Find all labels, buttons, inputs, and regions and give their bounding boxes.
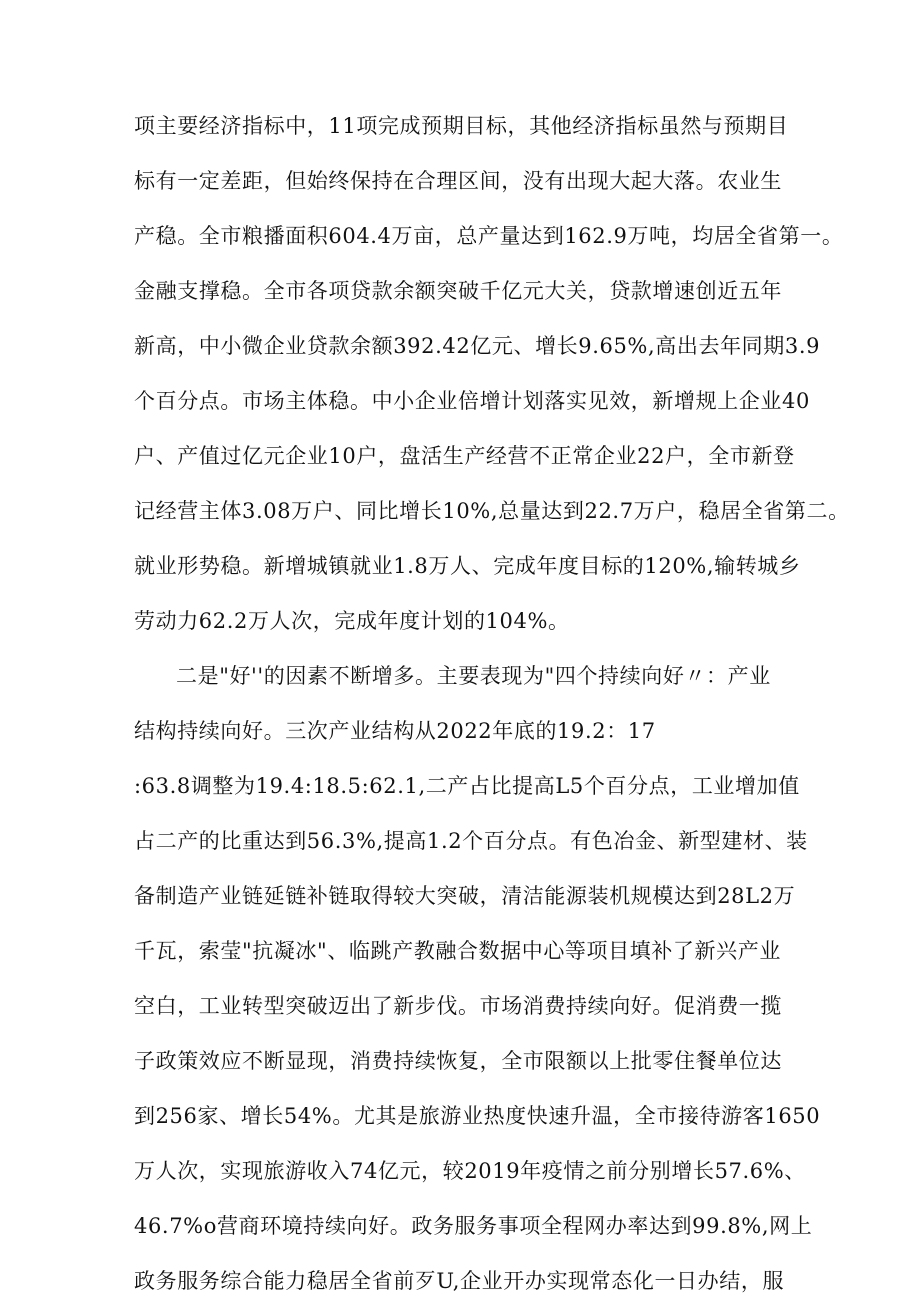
text-line: 记经营主体3.08万户、同比增长10%,总量达到22.7万户，稳居全省第二。 xyxy=(134,499,850,523)
text-line: 金融支撑稳。全市各项贷款余额突破千亿元大关，贷款增速创近五年 xyxy=(134,279,782,303)
text-line: 个百分点。市场主体稳。中小企业倍增计划落实见效，新增规上企业40 xyxy=(134,389,810,413)
text-line: 标有一定差距，但始终保持在合理区间，没有出现大起大落。农业生 xyxy=(134,169,782,193)
text-line: 备制造产业链延链补链取得较大突破，清洁能源装机规模达到28L2万 xyxy=(134,884,796,908)
text-line: 新高，中小微企业贷款余额392.42亿元、增长9.65%,高出去年同期3.9 xyxy=(134,334,821,358)
text-line: 就业形势稳。新增城镇就业1.8万人、完成年度目标的120%,输转城乡 xyxy=(134,554,801,578)
text-line: 结构持续向好。三次产业结构从2022年底的19.2：17 xyxy=(134,719,656,743)
text-line: 空白，工业转型突破迈出了新步伐。市场消费持续向好。促消费一揽 xyxy=(134,994,782,1018)
text-line: 产稳。全市粮播面积604.4万亩，总产量达到162.9万吨，均居全省第一。 xyxy=(134,224,844,248)
text-line: 子政策效应不断显现，消费持续恢复，全市限额以上批零住餐单位达 xyxy=(134,1049,782,1073)
text-line: 到256家、增长54%。尤其是旅游业热度快速升温，全市接待游客1650 xyxy=(134,1104,821,1128)
text-line: 户、产值过亿元企业10户，盘活生产经营不正常企业22户，全市新登 xyxy=(134,444,795,468)
text-line: 项主要经济指标中，11项完成预期目标，其他经济指标虽然与预期目 xyxy=(134,114,789,138)
paragraph-first-line: 二是"好''的因素不断增多。主要表现为"四个持续向好〃：产业 xyxy=(176,664,771,688)
text-line: 劳动力62.2万人次，完成年度计划的104%。 xyxy=(134,609,570,633)
text-line: 万人次，实现旅游收入74亿元，较2019年疫情之前分别增长57.6%、 xyxy=(134,1159,806,1183)
text-line: 46.7%o营商环境持续向好。政务服务事项全程网办率达到99.8%,网上 xyxy=(134,1214,813,1238)
text-line: 政务服务综合能力稳居全省前歹U,企业开办实现常态化一日办结，服 xyxy=(134,1269,785,1293)
text-line: 千瓦，索莹"抗凝冰"、临跳产教融合数据中心等项目填补了新兴产业 xyxy=(134,939,781,963)
text-line: :63.8调整为19.4:18.5:62.1,二产占比提高L5个百分点，工业增加值 xyxy=(134,774,800,798)
text-line: 占二产的比重达到56.3%,提高1.2个百分点。有色冶金、新型建材、装 xyxy=(134,829,808,853)
